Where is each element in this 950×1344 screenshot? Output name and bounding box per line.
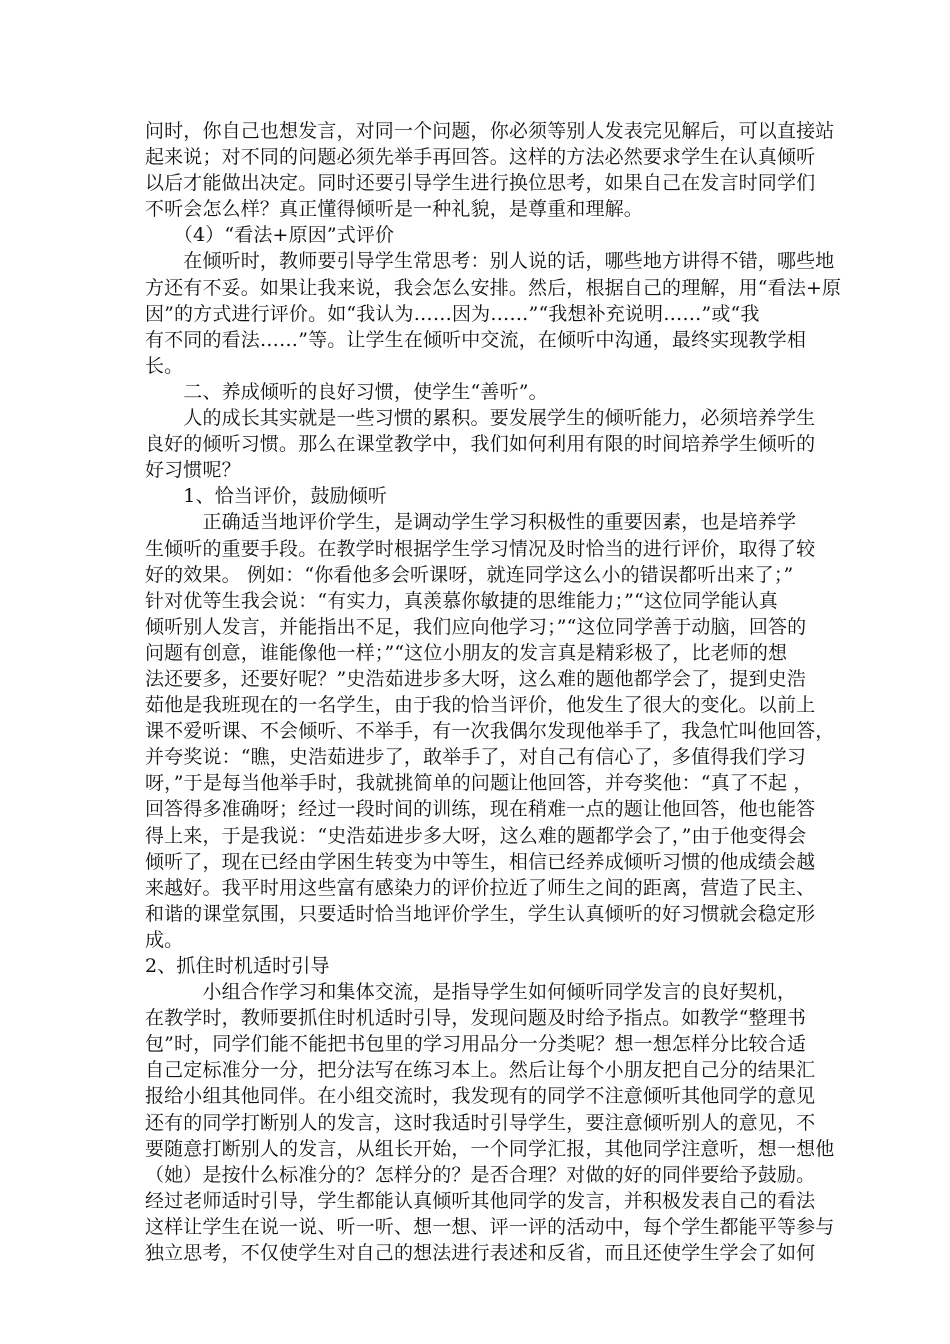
document-body — [145, 118, 842, 1266]
section-heading: （4）“看法+原因”式评价 — [145, 224, 395, 247]
text-line: 自己定标准分一分，把分法写在练习本上。然后让每个小朋友把自己分的结果汇 — [145, 1059, 816, 1082]
section-heading: 1、恰当评价，鼓励倾听 — [145, 485, 388, 508]
text-line: 因”的方式进行评价。如“我认为……因为……”“我想补充说明……”或“我 — [145, 302, 760, 325]
section-heading: 二、养成倾听的良好习惯，使学生“善听”。 — [145, 380, 548, 403]
text-line: 以后才能做出决定。同时还要引导学生进行换位思考，如果自己在发言时同学们 — [145, 172, 816, 195]
text-line: 回答得多准确呀；经过一段时间的训练，现在稍难一点的题让他回答，他也能答 — [145, 798, 816, 821]
text-line: 在教学时，教师要抓住时机适时引导，发现问题及时给予指点。如教学“整理书 — [145, 1007, 806, 1030]
text-line: 正确适当地评价学生，是调动学生学习积极性的重要因素，也是培养学 — [145, 511, 797, 534]
text-line: 好的效果。 例如：“你看他多会听课呀，就连同学这么小的错误都听出来了；” — [145, 563, 794, 586]
text-line: 倾听别人发言，并能指出不足，我们应向他学习；”“这位同学善于动脑，回答的 — [145, 615, 807, 638]
text-line: 良好的倾听习惯。那么在课堂教学中，我们如何利用有限的时间培养学生倾听的 — [145, 433, 816, 456]
text-line: 起来说；对不同的问题必须先举手再回答。这样的方法必然要求学生在认真倾听 — [145, 146, 816, 169]
text-line: 课不爱听课、不会倾听、不举手，有一次我偶尔发现他举手了，我急忙叫他回答， — [145, 720, 835, 743]
text-line: 来越好。我平时用这些富有感染力的评价拉近了师生之间的距离，营造了民主、 — [145, 876, 816, 899]
text-line: 经过老师适时引导，学生都能认真倾听其他同学的发言，并积极发表自己的看法 — [145, 1189, 816, 1212]
text-line: 好习惯呢？ — [145, 459, 241, 482]
text-line: 生倾听的重要手段。在教学时根据学生学习情况及时恰当的进行评价，取得了较 — [145, 537, 816, 560]
text-line: 法还要多，还要好呢？”史浩茹进步多大呀，这么难的题他都学会了，提到史浩 — [145, 667, 806, 690]
text-line: 不听会怎么样？真正懂得倾听是一种礼貌，是尊重和理解。 — [145, 198, 643, 221]
text-line: 针对优等生我会说：“有实力，真羡慕你敏捷的思维能力；”“这位同学能认真 — [145, 589, 778, 612]
text-line: 人的成长其实就是一些习惯的累积。要发展学生的倾听能力，必须培养学生 — [145, 407, 816, 430]
text-line: 方还有不妥。如果让我来说，我会怎么安排。然后，根据自己的理解，用“看法+原 — [145, 276, 842, 299]
section-heading: 2、抓住时机适时引导 — [145, 955, 330, 977]
text-line: 长。 — [145, 354, 184, 377]
text-line: （她）是按什么标准分的？怎样分的？是否合理？对做的好的同伴要给予鼓励。 — [145, 1163, 816, 1186]
text-line: 还有的同学打断别人的发言，这时我适时引导学生，要注意倾听别人的意见，不 — [145, 1111, 816, 1134]
text-line: 得上来，于是我说：“史浩茹进步多大呀，这么难的题都学会了，”由于他变得会 — [145, 824, 807, 847]
text-line: 茹他是我班现在的一名学生，由于我的恰当评价，他发生了很大的变化。以前上 — [145, 694, 816, 717]
text-line: 在倾听时，教师要引导学生常思考：别人说的话，哪些地方讲得不错，哪些地 — [145, 250, 835, 273]
text-line: 和谐的课堂氛围，只要适时恰当地评价学生，学生认真倾听的好习惯就会稳定形 — [145, 902, 816, 925]
text-line: 并夸奖说：“瞧，史浩茹进步了，敢举手了，对自己有信心了，多值得我们学习 — [145, 746, 806, 769]
text-line: 呀，”于是每当他举手时，我就挑简单的问题让他回答，并夸奖他：“真了不起 ， — [145, 772, 813, 795]
text-line: 独立思考，不仅使学生对自己的想法进行表述和反省，而且还使学生学会了如何 — [145, 1242, 816, 1265]
text-line: 要随意打断别人的发言，从组长开始，一个同学汇报，其他同学注意听，想一想他 — [145, 1137, 835, 1160]
text-line: 问时，你自己也想发言，对同一个问题，你必须等别人发表完见解后，可以直接站 — [145, 120, 835, 142]
text-line: 小组合作学习和集体交流，是指导学生如何倾听同学发言的良好契机， — [145, 981, 797, 1004]
text-line: 问题有创意，谁能像他一样；”“这位小朋友的发言真是精彩极了，比老师的想 — [145, 641, 788, 664]
text-line: 成。 — [145, 928, 184, 951]
text-line: 倾听了，现在已经由学困生转变为中等生，相信已经养成倾听习惯的他成绩会越 — [145, 850, 816, 873]
text-line: 包”时，同学们能不能把书包里的学习用品分一分类呢？想一想怎样分比较合适 — [145, 1033, 806, 1056]
text-line: 报给小组其他同伴。在小组交流时，我发现有的同学不注意倾听其他同学的意见 — [145, 1085, 816, 1108]
text-line: 这样让学生在说一说、听一听、想一想、评一评的活动中，每个学生都能平等参与 — [145, 1215, 835, 1238]
text-line: 有不同的看法……”等。让学生在倾听中交流，在倾听中沟通，最终实现教学相 — [145, 328, 806, 351]
